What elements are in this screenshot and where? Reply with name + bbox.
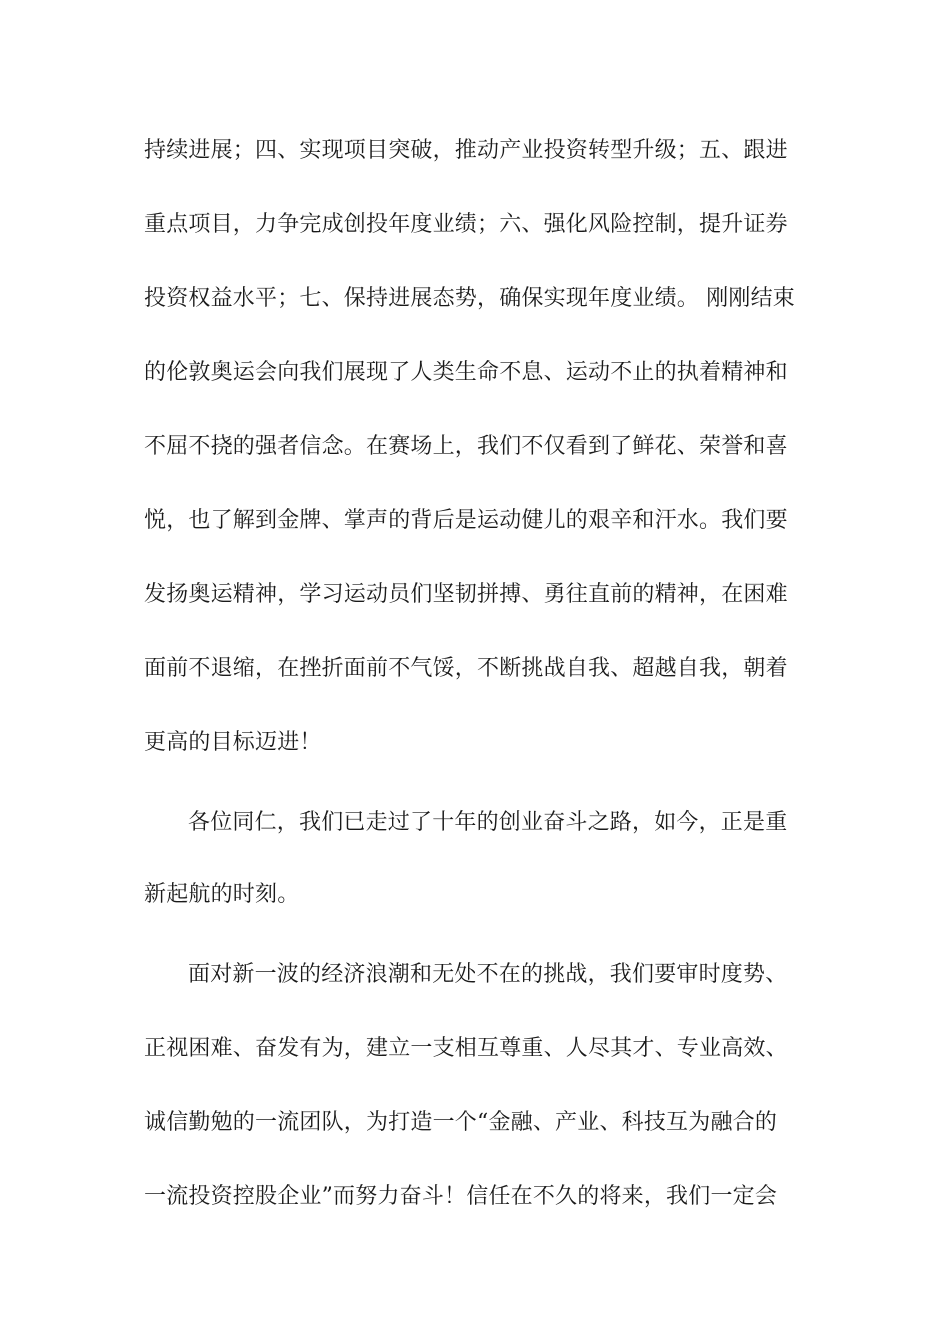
text-line: 诚信勤勉的一流团队，为打造一个“金融、产业、科技互为融合的 (144, 1110, 778, 1135)
paragraph-first-line: 各位同仁，我们已走过了十年的创业奋斗之路，如今，正是重 (188, 810, 788, 835)
text-line: 不屈不挠的强者信念。在赛场上，我们不仅看到了鲜花、荣誉和喜 (144, 434, 788, 459)
text-line: 发扬奥运精神，学习运动员们坚韧拼搏、勇往直前的精神，在困难 (144, 582, 788, 607)
text-line: 新起航的时刻。 (144, 882, 300, 907)
paragraph-first-line: 面对新一波的经济浪潮和无处不在的挑战，我们要审时度势、 (188, 962, 788, 987)
text-line: 一流投资控股企业”而努力奋斗！信任在不久的将来，我们一定会 (144, 1184, 778, 1209)
text-line: 持续进展；四、实现项目突破，推动产业投资转型升级；五、跟进 (144, 138, 788, 163)
text-line: 的伦敦奥运会向我们展现了人类生命不息、运动不止的执着精神和 (144, 360, 788, 385)
text-line: 重点项目，力争完成创投年度业绩；六、强化风险控制，提升证券 (144, 212, 788, 237)
text-line: 正视困难、奋发有为，建立一支相互尊重、人尽其才、专业高效、 (144, 1036, 788, 1061)
text-line: 投资权益水平；七、保持进展态势，确保实现年度业绩。 刚刚结束 (144, 286, 795, 311)
text-line: 面前不退缩，在挫折面前不气馁，不断挑战自我、超越自我，朝着 (144, 656, 788, 681)
text-line: 悦，也了解到金牌、掌声的背后是运动健儿的艰辛和汗水。我们要 (144, 508, 788, 533)
text-line: 更高的目标迈进！ (144, 730, 322, 755)
